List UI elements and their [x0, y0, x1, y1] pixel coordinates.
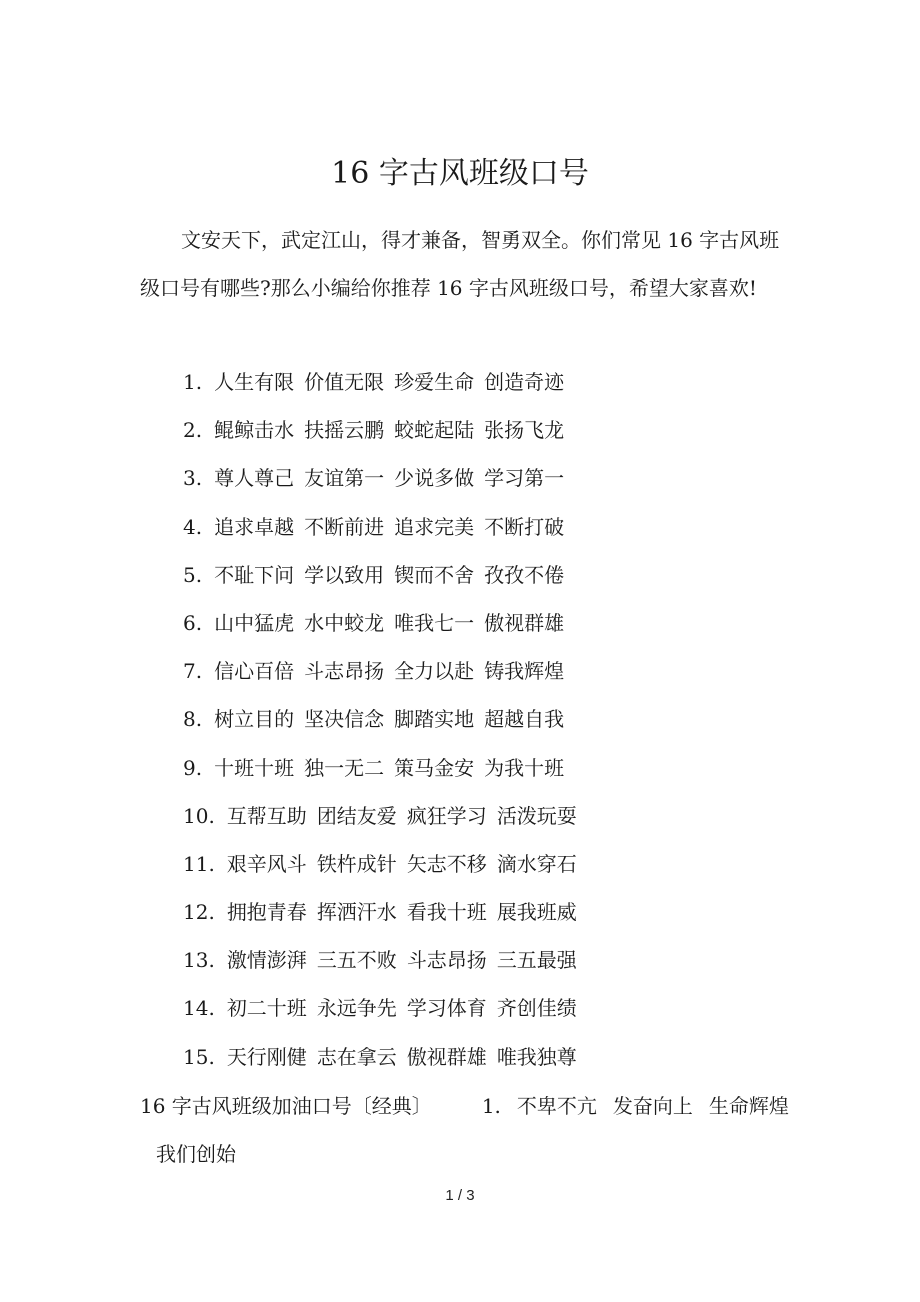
phrase: 信心百倍	[214, 659, 295, 684]
phrase: 树立目的	[214, 707, 295, 732]
phrase: 铸我辉煌	[484, 659, 565, 684]
phrase: 三五最强	[496, 948, 577, 973]
phrase: 学习第一	[484, 466, 565, 491]
item-number: 7.	[183, 659, 203, 684]
item-number: 8.	[183, 707, 203, 732]
list-item	[0, 888, 920, 936]
phrase: 齐创佳绩	[496, 996, 577, 1021]
item-number: 13.	[183, 948, 215, 973]
item-number: 1.	[183, 370, 203, 394]
item-number: 9.	[183, 755, 203, 780]
phrase: 友谊第一	[304, 466, 385, 491]
closing-heading: 16 字古风班级加油口号〔经典〕	[140, 1094, 432, 1118]
phrase: 追求卓越	[214, 514, 295, 539]
phrase: 策马金安	[394, 755, 475, 780]
phrase: 为我十班	[484, 755, 565, 780]
list-item	[0, 1033, 920, 1081]
phrase: 孜孜不倦	[484, 562, 565, 587]
phrase: 志在拿云	[316, 1044, 397, 1069]
phrase: 我们创始	[156, 1142, 236, 1166]
phrase: 全力以赴	[394, 659, 475, 684]
phrase: 傲视群雄	[484, 610, 565, 635]
phrase: 三五不败	[316, 948, 397, 973]
phrase: 独一无二	[304, 755, 385, 780]
closing-paragraph	[140, 1082, 790, 1178]
list-item	[0, 599, 920, 647]
phrase: 活泼玩耍	[496, 803, 577, 828]
phrase: 不耻下问	[214, 562, 295, 587]
phrase: 蛟蛇起陆	[394, 418, 475, 443]
phrase: 斗志昂扬	[406, 948, 487, 973]
list-item	[0, 984, 920, 1032]
phrase: 初二十班	[226, 996, 307, 1021]
phrase: 傲视群雄	[406, 1044, 487, 1069]
phrase: 学习体育	[406, 996, 487, 1021]
list-item	[0, 695, 920, 743]
phrase: 山中猛虎	[214, 610, 295, 635]
phrase: 创造奇迹	[484, 370, 565, 394]
phrase: 尊人尊己	[214, 466, 295, 491]
list-item	[0, 406, 920, 454]
phrase: 矢志不移	[406, 851, 487, 876]
phrase: 展我班威	[496, 900, 577, 925]
phrase: 价值无限	[304, 370, 385, 394]
phrase: 唯我独尊	[496, 1044, 577, 1069]
phrase: 追求完美	[394, 514, 475, 539]
phrase: 不卑不亢	[516, 1094, 597, 1118]
list-item	[0, 503, 920, 551]
phrase: 不断前进	[304, 514, 385, 539]
item-number: 6.	[183, 610, 203, 635]
item-number: 2.	[183, 418, 203, 443]
list-item	[0, 744, 920, 792]
phrase: 锲而不舍	[394, 562, 475, 587]
phrase: 疯狂学习	[406, 803, 487, 828]
list-item	[0, 792, 920, 840]
phrase: 铁杵成针	[316, 851, 397, 876]
phrase: 滴水穿石	[496, 851, 577, 876]
phrase: 坚决信念	[304, 707, 385, 732]
phrase: 团结友爱	[316, 803, 397, 828]
phrase: 水中蛟龙	[304, 610, 385, 635]
document-title: 16 字古风班级口号	[331, 156, 589, 191]
item-number: 15.	[183, 1044, 215, 1069]
phrase: 扶摇云鹏	[304, 418, 385, 443]
phrase: 鲲鲸击水	[214, 418, 295, 443]
intro-paragraph: 文安天下，武定江山，得才兼备，智勇双全。你们常见 16 字古风班级口号有哪些?那么小编给你推荐 16 字古风班级口号，希望大家喜欢!	[140, 228, 780, 300]
item-number: 12.	[183, 900, 215, 925]
phrase: 唯我七一	[394, 610, 475, 635]
phrase: 少说多做	[394, 466, 475, 491]
item-number: 4.	[183, 514, 203, 539]
phrase: 不断打破	[484, 514, 565, 539]
phrase: 互帮互助	[226, 803, 307, 828]
phrase: 斗志昂扬	[304, 659, 385, 684]
item-number: 10.	[183, 803, 215, 828]
phrase: 挥洒汗水	[316, 900, 397, 925]
phrase: 张扬飞龙	[484, 418, 565, 443]
phrase: 发奋向上	[612, 1094, 693, 1118]
list-item	[0, 936, 920, 984]
phrase: 人生有限	[214, 370, 295, 394]
phrase: 脚踏实地	[394, 707, 475, 732]
phrase: 永远争先	[316, 996, 397, 1021]
phrase: 艰辛风斗	[226, 851, 307, 876]
phrase: 珍爱生命	[394, 370, 475, 394]
phrase: 拥抱青春	[226, 900, 307, 925]
list-item	[0, 358, 920, 406]
phrase: 生命辉煌	[708, 1094, 789, 1118]
list-item	[0, 647, 920, 695]
list-item	[0, 551, 920, 599]
phrase: 学以致用	[304, 562, 385, 587]
list-item	[0, 454, 920, 502]
item-number: 11.	[183, 851, 215, 876]
phrase: 十班十班	[214, 755, 295, 780]
item-number: 14.	[183, 996, 215, 1021]
phrase: 看我十班	[406, 900, 487, 925]
item-number: 5.	[183, 562, 203, 587]
phrase: 超越自我	[484, 707, 565, 732]
list-item	[0, 840, 920, 888]
item-number: 3.	[183, 466, 203, 491]
slogan-list	[0, 358, 920, 1081]
phrase: 天行刚健	[226, 1044, 307, 1069]
phrase: 激情澎湃	[226, 948, 307, 973]
page-number: 1 / 3	[445, 1187, 475, 1204]
closing-item-number: 1.	[481, 1094, 501, 1118]
